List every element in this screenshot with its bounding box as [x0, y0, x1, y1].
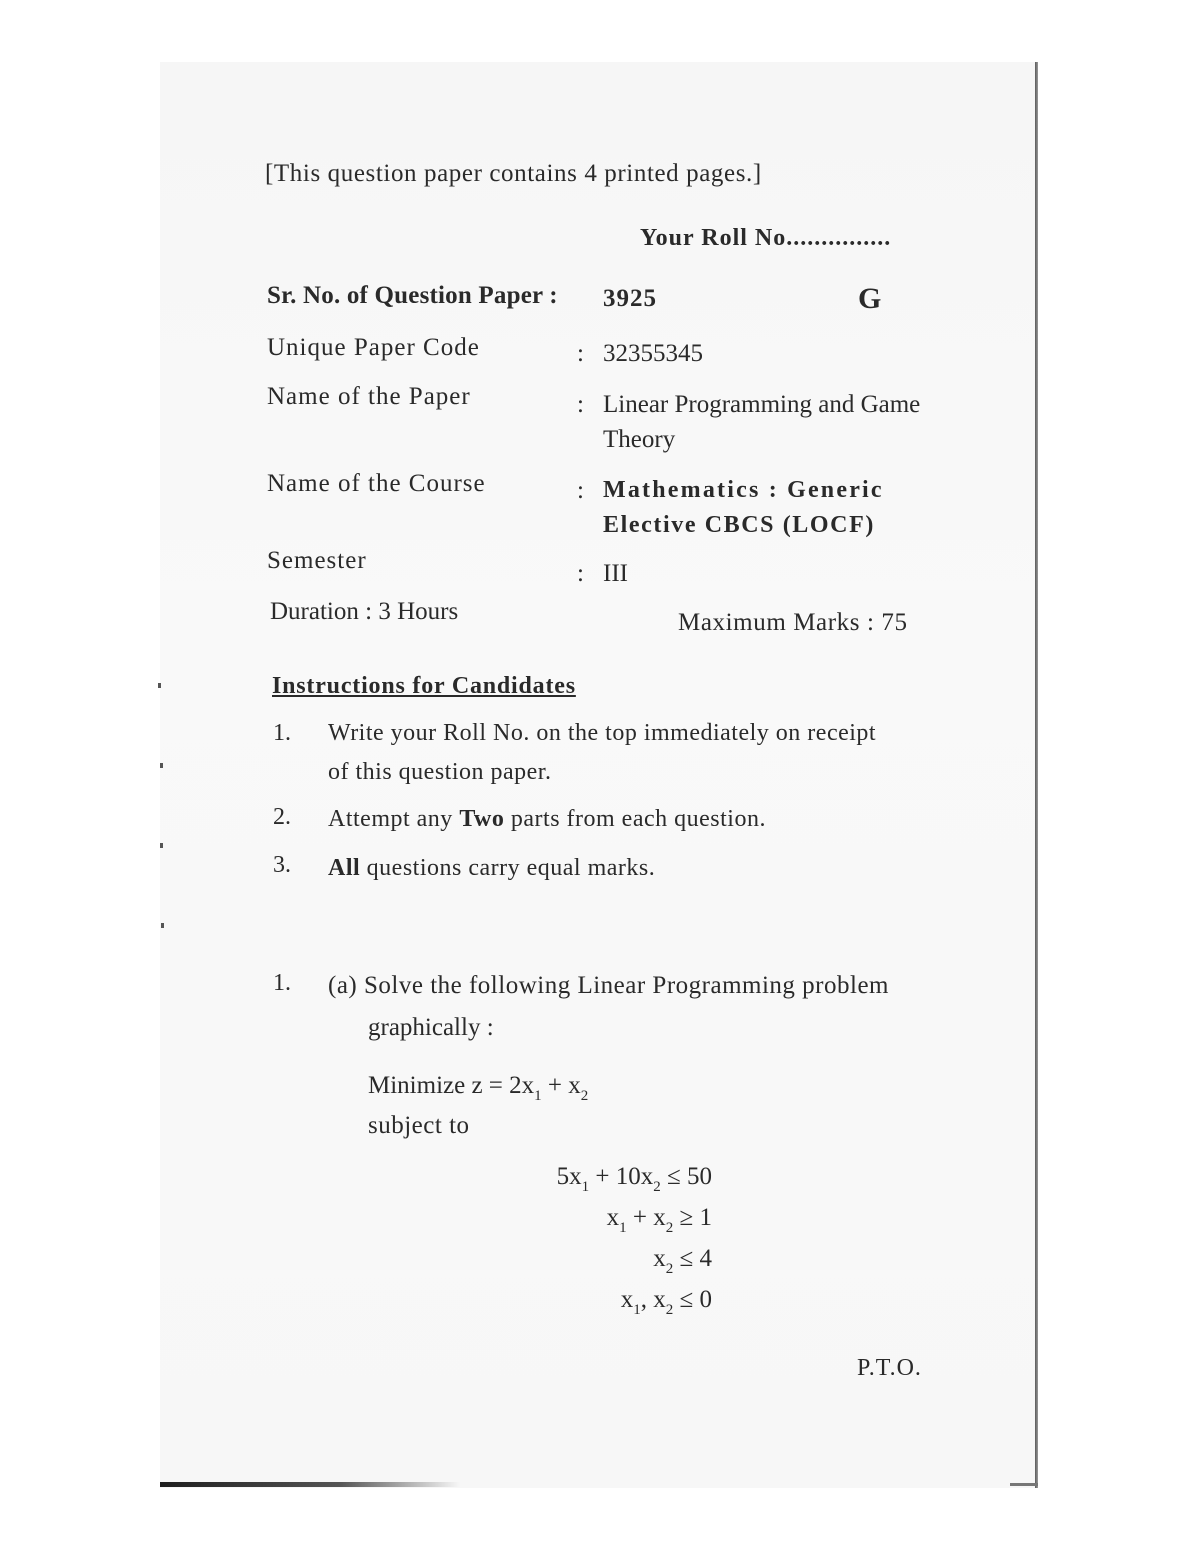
instructions-heading: Instructions for Candidates: [272, 673, 576, 699]
subscript: 2: [653, 1179, 661, 1195]
paper-code-label: Unique Paper Code: [267, 334, 480, 361]
constraint-bound: ≤ 4: [673, 1245, 712, 1272]
scan-mark: [161, 923, 164, 928]
constraint-term: 5x: [556, 1163, 582, 1190]
semester-value: III: [603, 560, 628, 587]
instruction-number: 2.: [273, 804, 291, 830]
objective-term-2: + x: [541, 1072, 581, 1099]
subscript: 2: [665, 1261, 674, 1277]
course-name-value-line2: Elective CBCS (LOCF): [603, 512, 875, 538]
paper-name-value-line2: Theory: [603, 426, 676, 453]
duration: Duration : 3 Hours: [270, 598, 459, 625]
constraint-1: [500, 1160, 712, 1201]
paper-edge-corner: [1010, 1483, 1038, 1486]
instruction-3-bold: All: [328, 855, 361, 881]
constraint-bound: ≥ 1: [673, 1204, 712, 1231]
page-count-notice: [This question paper contains 4 printed pages.]: [265, 160, 762, 187]
colon: :: [577, 560, 584, 587]
please-turn-over: P.T.O.: [857, 1355, 922, 1381]
objective-function: [368, 1072, 589, 1104]
colon: :: [577, 391, 584, 418]
paper-code-value: 32355345: [603, 340, 703, 367]
constraint-term: + x: [626, 1204, 666, 1231]
instruction-3: [328, 855, 655, 882]
colon: :: [577, 477, 584, 504]
instruction-number: 3.: [273, 852, 291, 878]
serial-number-value: 3925: [603, 285, 657, 312]
paper-name-value-line1: Linear Programming and Game: [603, 391, 921, 418]
colon: :: [577, 340, 584, 367]
instruction-2-pre: Attempt any: [328, 806, 460, 832]
maximum-marks: Maximum Marks : 75: [678, 609, 908, 636]
question-1a-line1: (a) Solve the following Linear Programming problem: [328, 972, 889, 999]
instruction-1-line2: of this question paper.: [328, 759, 552, 785]
constraints-block: [500, 1160, 712, 1324]
serial-number-label: Sr. No. of Question Paper :: [267, 282, 558, 309]
subscript: 1: [534, 1088, 542, 1104]
instruction-1-line1: Write your Roll No. on the top immediately on receipt: [328, 720, 877, 746]
constraint-3: [500, 1242, 712, 1283]
paper-edge-bottom: [160, 1482, 460, 1487]
scan-mark: [160, 763, 163, 768]
subscript: 1: [633, 1302, 641, 1318]
constraint-term: , x: [640, 1286, 666, 1313]
subscript: 2: [665, 1302, 674, 1318]
constraint-bound: ≤ 50: [660, 1163, 712, 1190]
roll-number-field: Your Roll No...............: [640, 225, 892, 251]
constraint-term: x: [606, 1204, 620, 1231]
scan-mark: [160, 843, 163, 848]
constraint-2: [500, 1201, 712, 1242]
objective-term-1: Minimize z = 2x: [368, 1072, 535, 1099]
constraint-4: [500, 1283, 712, 1324]
paper-edge-right: [1035, 62, 1038, 1488]
course-name-value-line1: Mathematics : Generic: [603, 477, 884, 503]
paper-name-label: Name of the Paper: [267, 383, 471, 410]
instruction-3-post: questions carry equal marks.: [360, 855, 656, 881]
instruction-2-post: parts from each question.: [504, 806, 766, 832]
scan-mark: [158, 683, 161, 688]
subscript: 1: [581, 1179, 590, 1195]
constraint-bound: ≤ 0: [673, 1286, 712, 1313]
subscript: 1: [619, 1220, 627, 1236]
instruction-2: [328, 806, 766, 833]
question-number: 1.: [273, 970, 291, 996]
constraint-term: + 10x: [589, 1163, 654, 1190]
constraint-term: x: [653, 1245, 666, 1272]
subject-to-label: subject to: [368, 1112, 470, 1139]
subscript: 2: [665, 1220, 674, 1236]
semester-label: Semester: [267, 547, 367, 574]
constraint-term: x: [620, 1286, 634, 1313]
course-name-label: Name of the Course: [267, 470, 486, 497]
set-letter: G: [858, 282, 882, 315]
instruction-2-bold: Two: [459, 806, 505, 832]
question-1a-line2: graphically :: [368, 1014, 494, 1041]
instruction-number: 1.: [273, 720, 291, 746]
subscript: 2: [580, 1088, 589, 1104]
